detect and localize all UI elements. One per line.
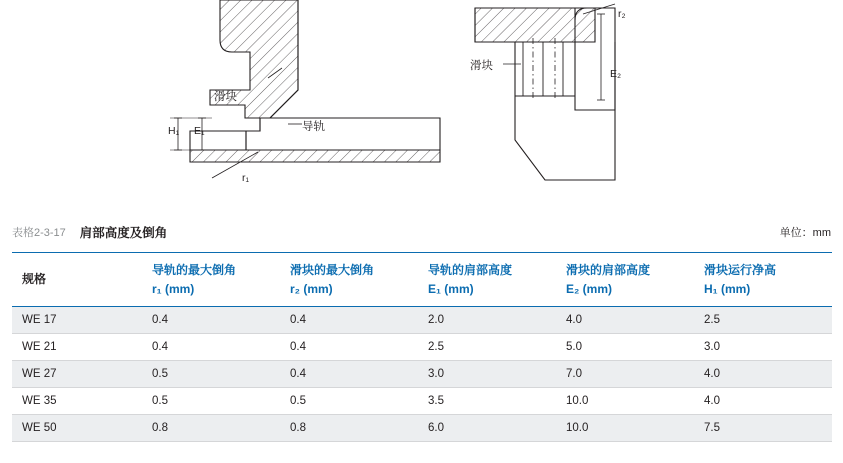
figures-area xyxy=(0,0,843,210)
header-rail-shoulder xyxy=(418,253,556,307)
cell-h1: 2.5 xyxy=(694,307,832,334)
figure-left xyxy=(150,0,470,215)
dim-e1-left: E₁ xyxy=(194,125,205,137)
cell-e1: 6.0 xyxy=(418,415,556,442)
cell-r2: 0.8 xyxy=(280,415,418,442)
cell-e2: 4.0 xyxy=(556,307,694,334)
header-slider-shoulder-unit: E₂ (mm) xyxy=(566,281,613,296)
cell-r2: 0.5 xyxy=(280,388,418,415)
header-spec-title: 规格 xyxy=(22,272,47,287)
cell-e2: 10.0 xyxy=(556,415,694,442)
cell-spec: WE 27 xyxy=(12,361,142,388)
table-row xyxy=(12,361,832,388)
header-spec xyxy=(12,253,142,307)
caption-title: 肩部高度及倒角 xyxy=(79,226,168,240)
table-body xyxy=(12,307,832,442)
cell-r2: 0.4 xyxy=(280,307,418,334)
cell-e1: 2.0 xyxy=(418,307,556,334)
header-rail-shoulder-unit: E₁ (mm) xyxy=(428,281,474,296)
table-caption xyxy=(0,218,843,246)
header-slider-clearance-title: 滑块运行净高 xyxy=(704,263,777,277)
table-header-row xyxy=(12,253,832,307)
shoulder-height-table xyxy=(12,252,832,442)
header-rail-chamfer-title: 导轨的最大倒角 xyxy=(152,263,237,277)
cell-r1: 0.8 xyxy=(142,415,280,442)
figure-right-drawing xyxy=(455,0,685,210)
table-row xyxy=(12,307,832,334)
cell-spec: WE 35 xyxy=(12,388,142,415)
table-row xyxy=(12,334,832,361)
header-slider-chamfer-title: 滑块的最大倒角 xyxy=(290,263,375,277)
cell-r2: 0.4 xyxy=(280,361,418,388)
figure-right xyxy=(455,0,685,215)
cell-spec: WE 21 xyxy=(12,334,142,361)
cell-spec: WE 50 xyxy=(12,415,142,442)
header-slider-shoulder-title: 滑块的肩部高度 xyxy=(566,263,651,277)
header-slider-clearance xyxy=(694,253,832,307)
header-slider-chamfer-unit: r₂ (mm) xyxy=(290,281,333,296)
header-slider-chamfer xyxy=(280,253,418,307)
dim-r2-right: r₂ xyxy=(618,8,626,20)
table-row xyxy=(12,415,832,442)
cell-r1: 0.4 xyxy=(142,307,280,334)
cell-e1: 3.5 xyxy=(418,388,556,415)
header-rail-shoulder-title: 导轨的肩部高度 xyxy=(428,263,513,277)
header-slider-clearance-unit: H₁ (mm) xyxy=(704,281,751,296)
cell-h1: 4.0 xyxy=(694,388,832,415)
cell-r1: 0.5 xyxy=(142,361,280,388)
cell-r2: 0.4 xyxy=(280,334,418,361)
table-row xyxy=(12,388,832,415)
cell-h1: 4.0 xyxy=(694,361,832,388)
cell-e2: 7.0 xyxy=(556,361,694,388)
cell-e2: 10.0 xyxy=(556,388,694,415)
rail-label-left: 导轨 xyxy=(302,121,325,133)
cell-e1: 2.5 xyxy=(418,334,556,361)
dim-e2-right: E₂ xyxy=(610,68,622,80)
cell-spec: WE 17 xyxy=(12,307,142,334)
dim-h1-left: H₁ xyxy=(168,125,180,137)
cell-e2: 5.0 xyxy=(556,334,694,361)
cell-r1: 0.5 xyxy=(142,388,280,415)
cell-r1: 0.4 xyxy=(142,334,280,361)
cell-e1: 3.0 xyxy=(418,361,556,388)
figure-left-drawing xyxy=(150,0,470,210)
slider-label-left: 滑块 xyxy=(214,91,237,103)
dim-r1-left: r₁ xyxy=(242,172,250,184)
caption-number: 表格2-3-17 xyxy=(12,227,66,239)
header-rail-chamfer xyxy=(142,253,280,307)
header-slider-shoulder xyxy=(556,253,694,307)
slider-label-right: 滑块 xyxy=(470,60,493,72)
cell-h1: 3.0 xyxy=(694,334,832,361)
header-rail-chamfer-unit: r₁ (mm) xyxy=(152,281,195,296)
caption-unit: 单位：mm xyxy=(779,227,831,239)
cell-h1: 7.5 xyxy=(694,415,832,442)
